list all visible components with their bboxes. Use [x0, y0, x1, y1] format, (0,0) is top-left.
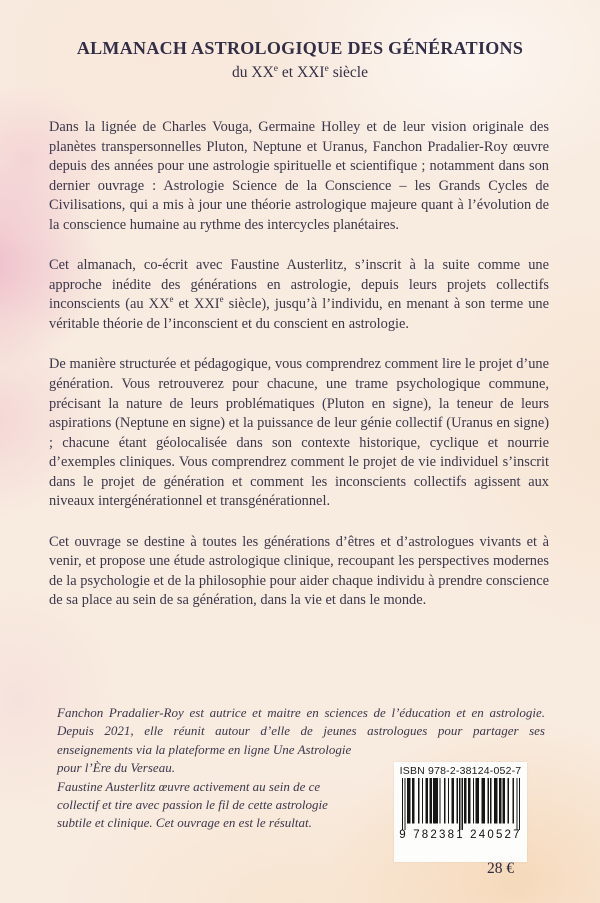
bio-line: collectif et tire avec passion le fil de cette astrologie — [57, 797, 328, 813]
price-label: 28 € — [487, 860, 515, 877]
synopsis-paragraph-2: Cet almanach, co-écrit avec Faustine Austerlitz, s’inscrit à la suite comme une approche inédite des générations en astrologie, depuis leurs projets collectifs inconscients (au XXe et XXIe siècle), jusqu’à l’individu, en menant à son terme une véritable théorie de l’inconscient et du conscient en astrologie. — [49, 257, 549, 332]
bio-line: Faustine Austerlitz œuvre activement au sein de ce — [57, 778, 321, 794]
ean-barcode-icon — [402, 778, 520, 830]
bio-line: Fanchon Pradalier-Roy est autrice et maitre en sciences de l’éducation et en astrologie. — [57, 705, 545, 720]
synopsis-paragraph-3: De manière structurée et pédagogique, vous comprendrez comment lire le projet d’une génération. Vous retrouverez pour chacune, une trame psychologique commune, précisant la nature de leurs problématiques (Pluton en signe), la teneur de leurs aspirations (Neptune en signe) et la puissance de leur génie collectif (Uranus en signe) ; chacune étant géolocalisée dans son contexte historique, cyclique et nourrie d’exemples cliniques. Vous comprendrez comment le projet de vie individuel s’inscrit dans le projet de génération et comment les inconscients collectifs agissent aux niveaux intergénérationnel et transgénérationnel. — [49, 356, 549, 510]
isbn-barcode-box — [394, 762, 527, 862]
bio-line: Depuis 2021, elle réunit autour d’elle de jeunes astrologues pour partager ses — [57, 723, 545, 739]
synopsis — [49, 118, 549, 632]
synopsis-paragraph-1: Dans la lignée de Charles Vouga, Germaine Holley et de leur vision originale des planètes transpersonnelles Pluton, Neptune et Uranus, Fanchon Pradalier-Roy œuvre depuis des années pour une astrologie spirituelle et scientifique ; notamment dans son dernier ouvrage : Astrologie Science de la Conscience – les Grands Cycles de Civilisations, qui a mis à jour une théorie astrologique majeure quant à l’évolution de la conscience humaine au rythme des intercycles planétaires. — [49, 119, 549, 233]
barcode-digits: 9 782381 240527 — [399, 829, 522, 841]
bio-line: pour l’Ère du Verseau. — [57, 760, 175, 776]
bio-line: subtile et clinique. Cet ouvrage en est le résultat. — [57, 815, 312, 831]
book-title: ALMANACH ASTROLOGIQUE DES GÉNÉRATIONS — [76, 38, 524, 58]
book-subtitle: du XXe et XXIe siècle — [232, 62, 368, 81]
isbn-label: ISBN 978-2-38124-052-7 — [399, 765, 522, 777]
bio-line: enseignements via la plateforme en ligne Une Astrologie — [57, 741, 352, 757]
synopsis-paragraph-4: Cet ouvrage se destine à toutes les générations d’êtres et d’astrologues vivants et à venir, et propose une étude astrologique clinique, recoupant les perspectives modernes de la psychologie et de la philosophie pour aider chaque individu à prendre conscience de sa place au sein de sa génération, dans la vie et dans le monde. — [49, 533, 549, 609]
